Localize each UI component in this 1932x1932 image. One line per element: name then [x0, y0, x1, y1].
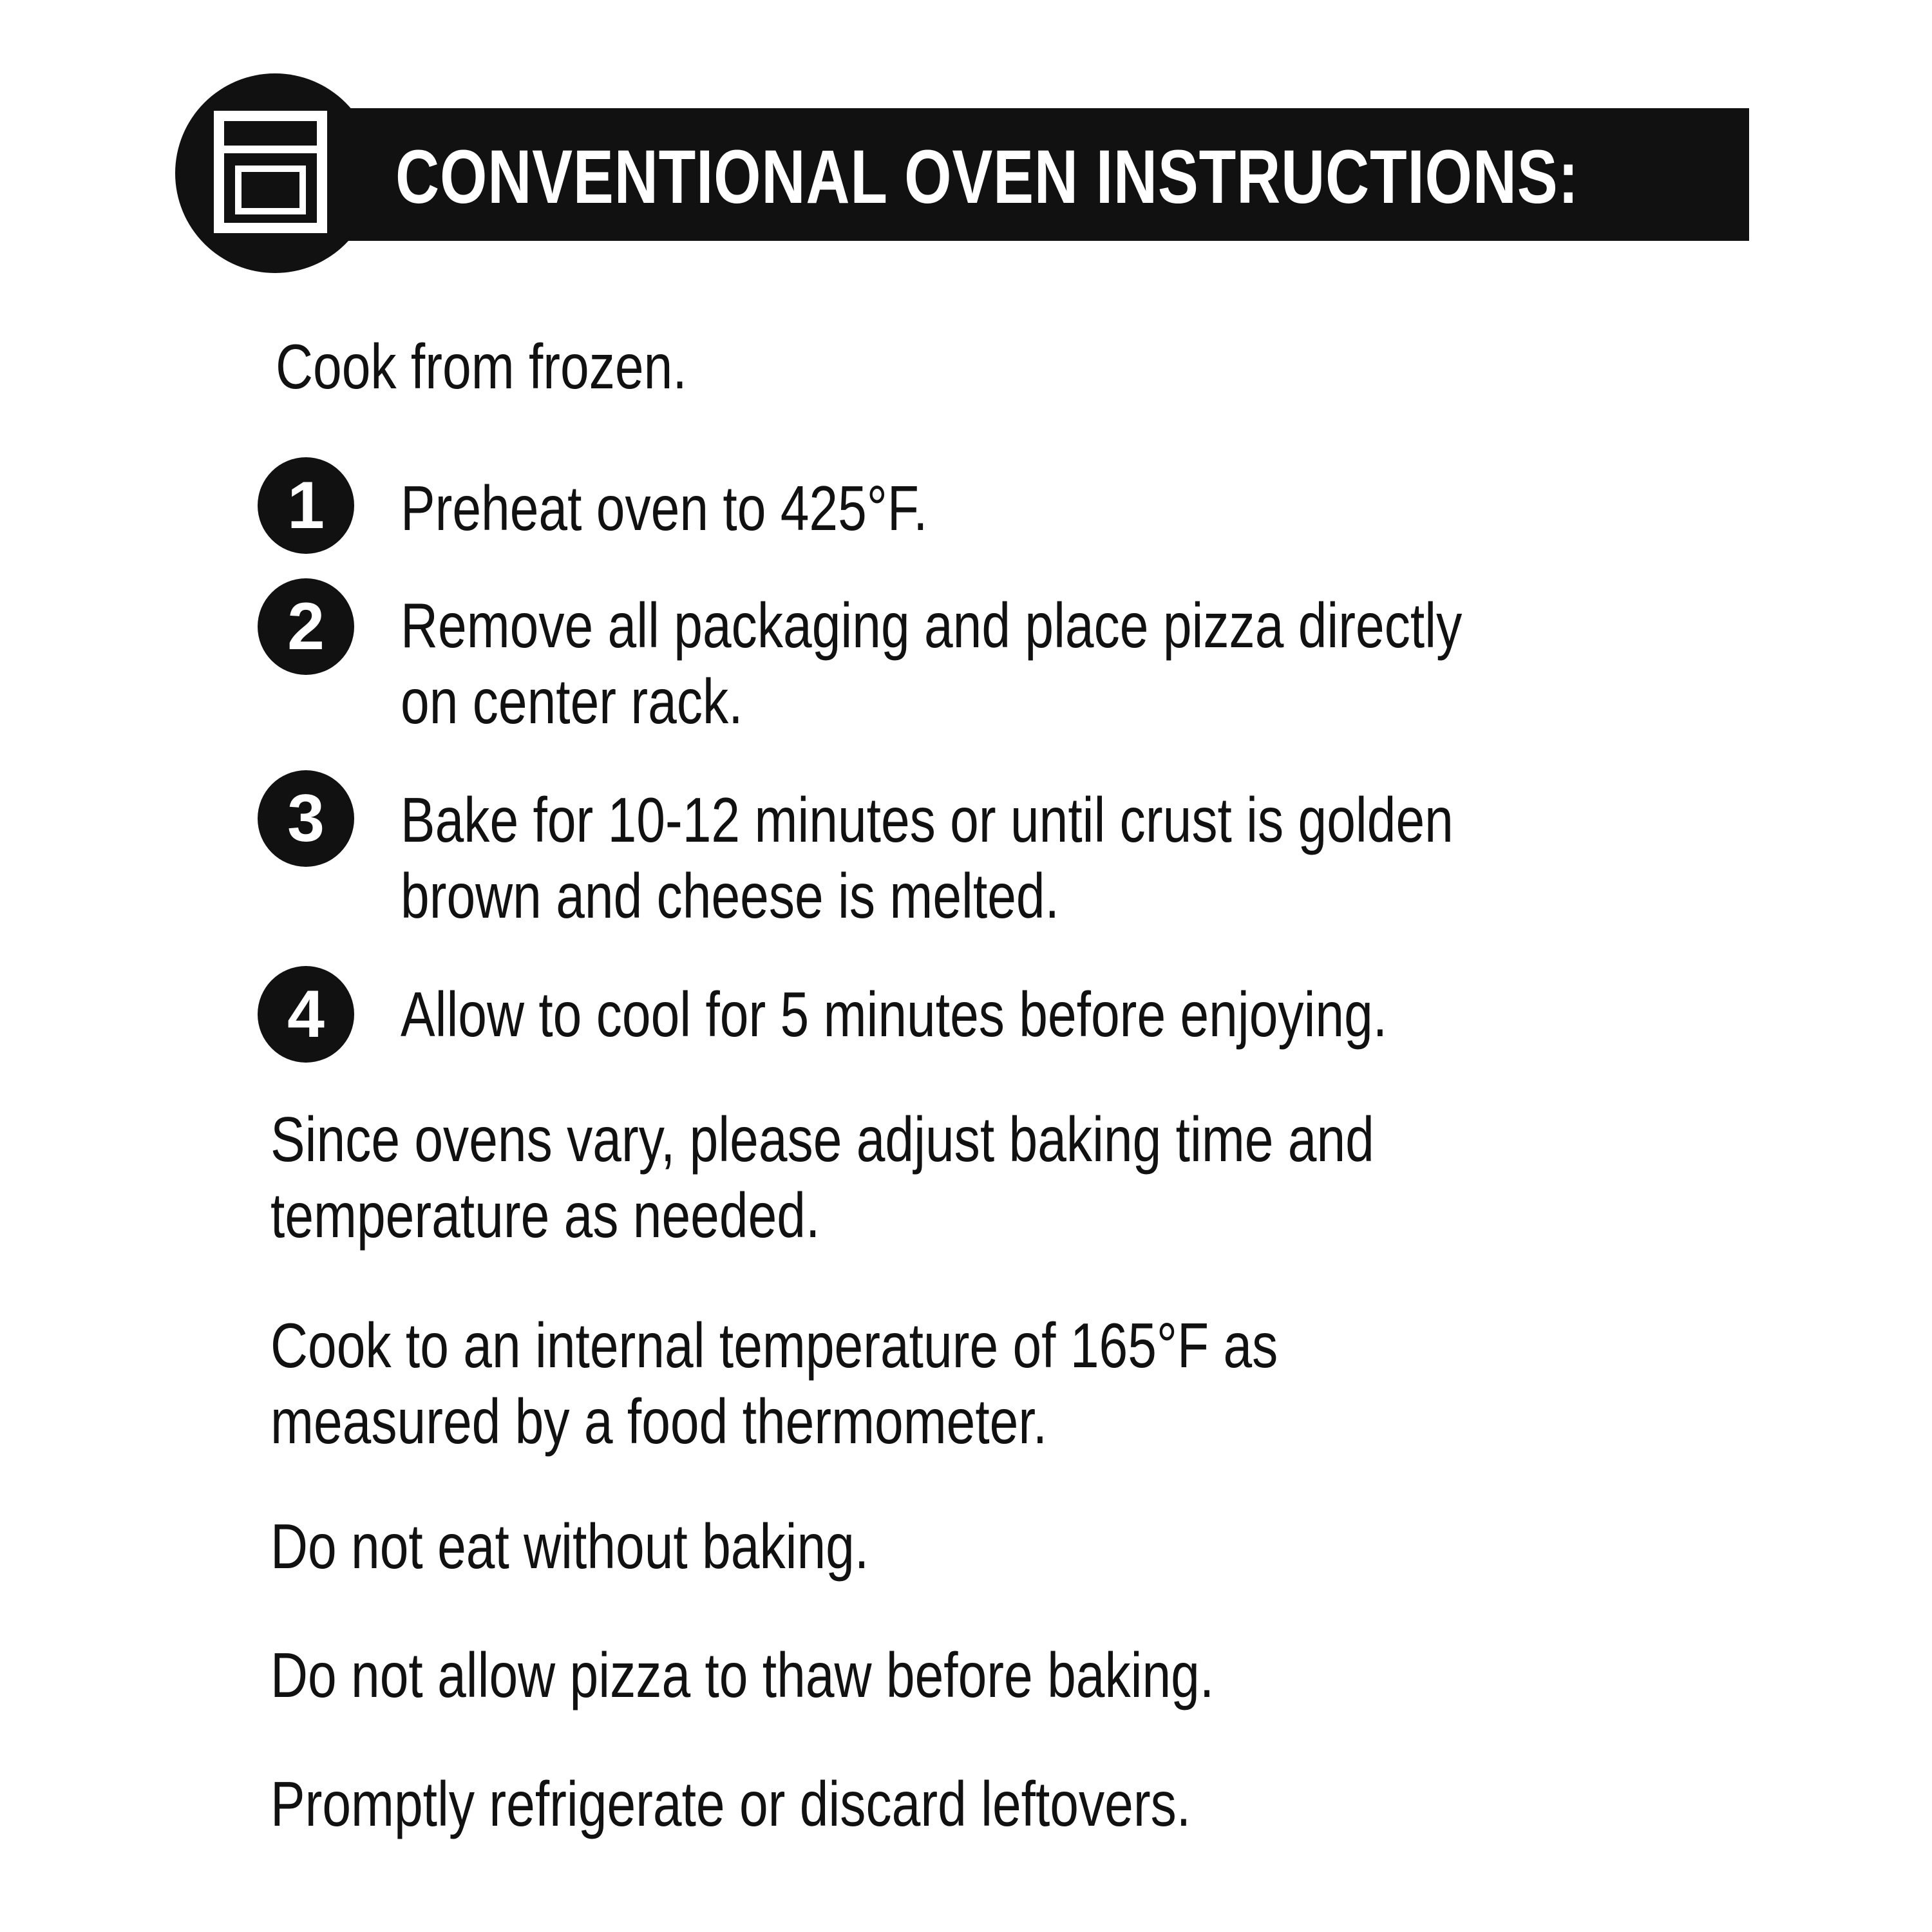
step-text-line: Preheat oven to 425°F.: [401, 473, 928, 544]
step-text-line: Remove all packaging and place pizza directly: [401, 590, 1463, 661]
step-text-line: Bake for 10-12 minutes or until crust is golden: [401, 784, 1454, 855]
step-number-badge: 1: [258, 457, 354, 554]
step-number-badge: 2: [258, 578, 354, 675]
step-number-badge: 4: [258, 966, 354, 1063]
note-text-line: Do not eat without baking.: [270, 1511, 869, 1582]
intro-text: Cook from frozen.: [276, 331, 687, 402]
note-text-line: Cook to an internal temperature of 165°F as: [270, 1310, 1278, 1381]
note-text-line: Since ovens vary, please adjust baking time and: [270, 1104, 1374, 1175]
oven-icon: [213, 109, 328, 234]
note-text-line: measured by a food thermometer.: [270, 1386, 1048, 1457]
note-text-line: temperature as needed.: [270, 1180, 820, 1251]
page-title: CONVENTIONAL OVEN INSTRUCTIONS:: [395, 135, 1579, 220]
step-number-badge: 3: [258, 770, 354, 867]
step-text-line: Allow to cool for 5 minutes before enjoying.: [401, 979, 1388, 1050]
step-text-line: on center rack.: [401, 666, 743, 737]
note-text-line: Promptly refrigerate or discard leftovers.: [270, 1768, 1191, 1839]
note-text-line: Do not allow pizza to thaw before baking.: [270, 1640, 1215, 1710]
step-text-line: brown and cheese is melted.: [401, 860, 1059, 931]
